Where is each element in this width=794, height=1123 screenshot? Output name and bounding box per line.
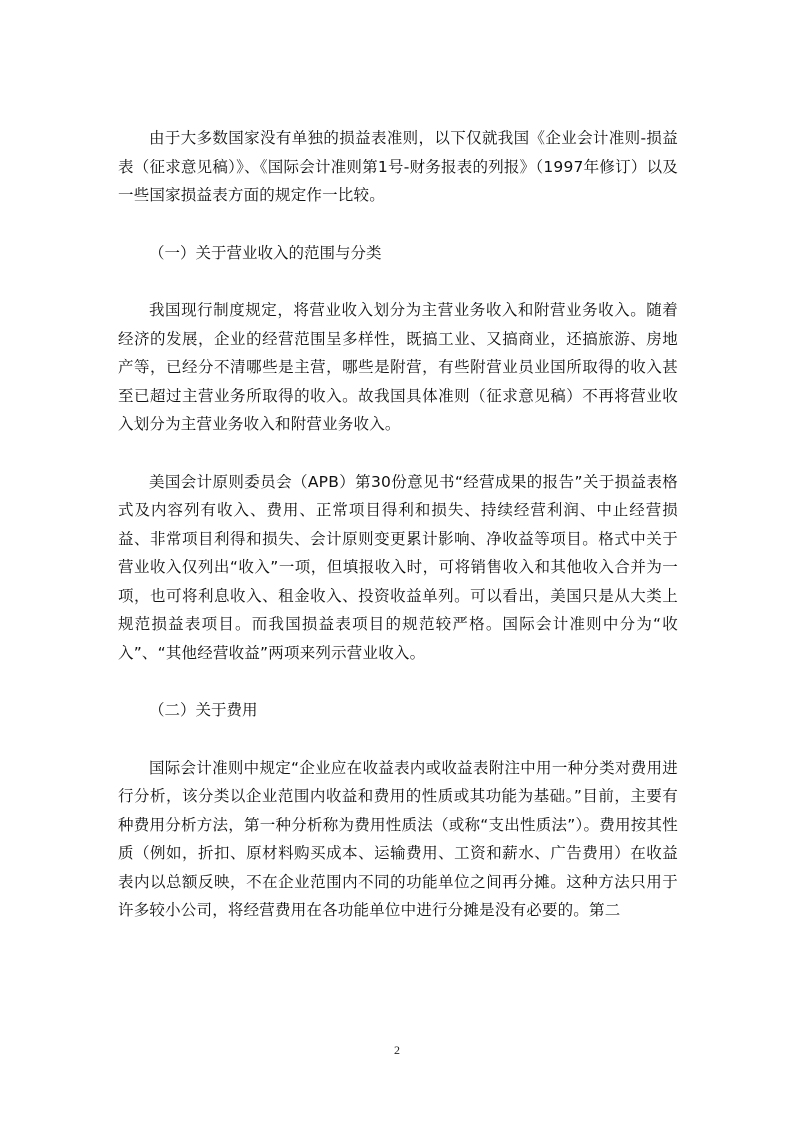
section-heading-expenses: （二）关于费用 <box>149 701 258 719</box>
paragraph-gap <box>118 667 678 696</box>
paragraph-us-apb: 美国会计原则委员会（APB）第30份意见书“经营成果的报告”关于损益表格式及内容列有收入、费用、正常项目得利和损失、持续经营利润、中止经营损益、非常项目利得和损失、会计原则变更累计影响、净收益等项目。格式中关于营业收入仅列出“收入”一项，但填报收入时，可将销售收入和其他收入合并为一项，也可将利息收入、租金收入、投资收益单列。可以看出，美国只是从大类上规范损益表项目。而我国损益表项目的规范较严格。国际会计准则中分为“收入”、“其他经营收益”两项来列示营业收入。 <box>118 472 678 662</box>
paragraph-gap <box>118 439 678 468</box>
page-number: 2 <box>394 1043 400 1057</box>
section-heading-revenue: （一）关于营业收入的范围与分类 <box>149 243 382 262</box>
paragraph-gap <box>118 267 678 296</box>
paragraph-ias-expenses: 国际会计准则中规定“企业应在收益表内或收益表附注中用一种分类对费用进行分析，该分类以企业范围内收益和费用的性质或其功能为基础。”目前，主要有种费用分析方法，第一种分析称为费用性质法（或称“支出性质法”）。费用按其性质（例如，折扣、原材料购买成本、运输费用、工资和薪水、广告费用）在收益表内以总额反映，不在企业范围内不同的功能单位之间再分摊。这种方法只用于许多较小公司，将经营费用在各功能单位中进行分摊是没有必要的。第二 <box>118 758 678 919</box>
paragraph-gap <box>118 210 678 239</box>
document-body <box>118 124 678 925</box>
paragraph-china-revenue: 我国现行制度规定，将营业收入划分为主营业务收入和附营业务收入。随着经济的发展，企业的经营范围呈多样性，既搞工业、又搞商业，还搞旅游、房地产等，已经分不清哪些是主营，哪些是附营，有些附营业员业国所取得的收入甚至已超过主营业务所取得的收入。故我国具体准则（征求意见稿）不再将营业收入划分为主营业务收入和附营业务收入。 <box>118 301 678 433</box>
paragraph-gap <box>118 725 678 754</box>
paragraph-intro: 由于大多数国家没有单独的损益表准则，以下仅就我国《企业会计准则-损益表（征求意见稿）》、《国际会计准则第1号-财务报表的列报》（1997年修订）以及一些国家损益表方面的规定作一比较。 <box>118 129 678 204</box>
